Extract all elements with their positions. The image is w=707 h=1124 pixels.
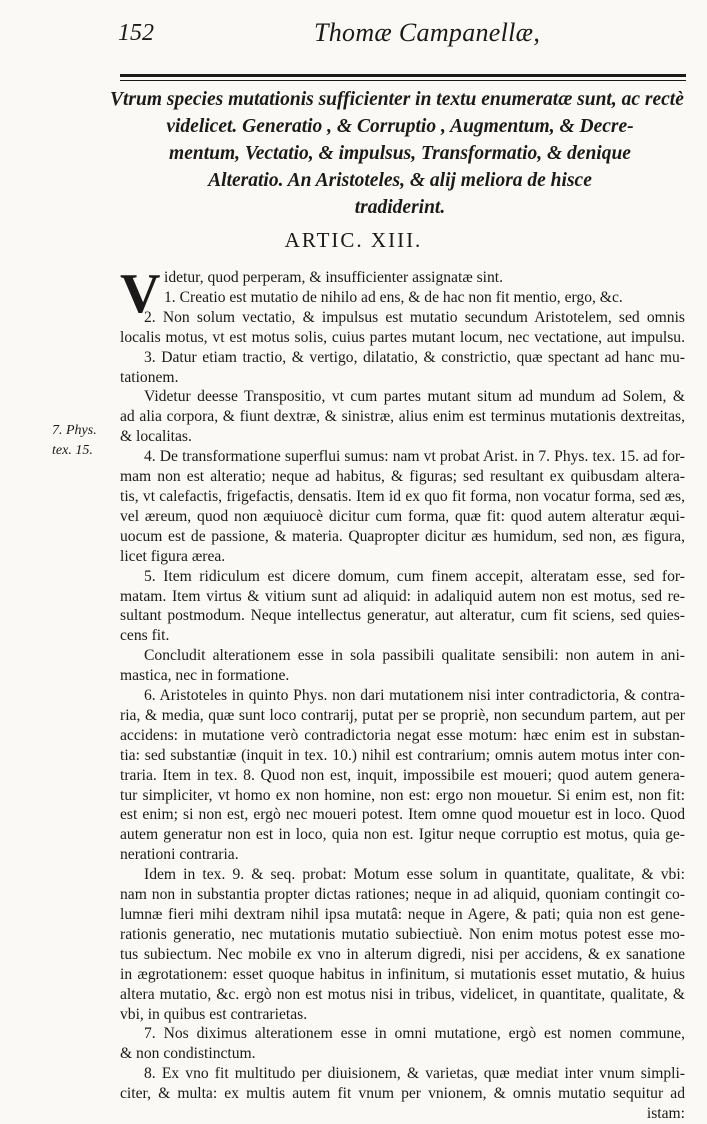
text-line: & localitas. <box>120 428 192 446</box>
body-text <box>120 263 685 1124</box>
drop-cap: V <box>120 263 161 325</box>
text-line: tis, vt calefactis, frigefactis, densatis. Item id ex quo fit forma, non vocatur forma, sed æs, <box>120 487 685 505</box>
running-head: Thomæ Campanellæ, <box>314 18 541 47</box>
text-line: vel æreum, quod non æquiuocè dicitur cum forma, quæ fit: quod autem alteratur æqui- <box>120 507 685 525</box>
text-line: est enim; si non est, ergò nec moueri potest. Item omne quod mouetur est in loco. Quod <box>120 806 685 824</box>
page-header <box>118 12 688 54</box>
text-line: matam. Item virtus & vitium sunt ad aliquid: in adaliquid autem non est motus, sed re- <box>120 587 685 605</box>
text-line: & non condistinctum. <box>120 1045 256 1063</box>
text-line: Concludit alterationem esse in sola passibili qualitate sensibili: non autem in ani- <box>144 647 685 665</box>
margin-note <box>52 421 97 461</box>
text-line: tia: sed substantiæ (inquit in tex. 10.) nihil est contrarium; omnis autem motus inter con- <box>120 746 685 764</box>
header-rule-thick <box>120 74 686 77</box>
title-line: tradiderint. <box>354 197 446 218</box>
article-title <box>110 86 690 221</box>
text-line: altera mutatio, &c. ergò non est motus nisi in tribus, videlicet, in quantitate, qualitate, & <box>120 985 685 1003</box>
text-line: 2. Non solum vectatio, & impulsus est mutatio secundum Aristotelem, sed omnis <box>144 308 685 326</box>
text-line: 8. Ex vno fit multitudo per diuisionem, & varietas, quæ mediat inter vnum simpli- <box>144 1065 685 1083</box>
text-line: lumnæ fieri mihi dextram nihil ipsa mutatâ: neque in Agere, & pati; quia non est gene- <box>120 906 685 923</box>
text-line: 3. Datur etiam tractio, & vertigo, dilatatio, & constrictio, quæ spectant ad hanc mu- <box>144 348 685 366</box>
text-line: rationis generatio, nec mutationis mutatio subiectiuè. Non enim motus potest esse mo- <box>120 925 685 943</box>
text-line: mastica, nec in formatione. <box>120 667 290 685</box>
text-line: mam non est alteratio; neque ad habitus, & figuras; sed resultant ex quibusdam altera- <box>120 468 685 486</box>
text-line: ad alia corpora, & fiunt dextræ, & sinistræ, alius enim est terminus mutationis dextreitas, <box>120 408 685 426</box>
title-line: Vtrum species mutationis sufficienter in textu enumeratæ sunt, ac rectè <box>110 89 684 110</box>
page-number: 152 <box>118 20 154 46</box>
header-rule-thin <box>120 80 686 81</box>
title-line: videlicet. Generatio , & Corruptio , Augmentum, & Decre- <box>166 116 634 137</box>
text-line: uocum est de passione, & materia. Quapropter dicitur æs humidum, sed non, æs figura, <box>120 527 685 545</box>
article-heading: ARTIC. XIII. <box>284 228 423 252</box>
title-line: mentum, Vectatio, & impulsus, Transformatio, & denique <box>169 143 631 164</box>
margin-note-line: 7. Phys. <box>52 423 97 438</box>
text-line: ria, & media, quæ sunt loco contrarij, putat per se propriè, non secundum partem, aut per <box>120 706 685 724</box>
margin-note-line: tex. 15. <box>52 443 93 458</box>
text-line: vbi, in quibus est contrarietas. <box>120 1005 308 1023</box>
text-line: tus subiectum. Nec mobile ex vno in alterum digredi, nisi per accidens, & ex sanatione <box>120 945 685 963</box>
text-line: nam non in substantia propter dictas rationes; neque in ad aliquid, quoniam contingit co- <box>120 886 685 904</box>
text-line: 1. Creatio est mutatio de nihilo ad ens, & de hac non fit mentio, ergo, &c. <box>164 288 623 306</box>
text-line: sultant postmodum. Neque intellectus generatur, aut alteratur, cum fit sciens, sed quies- <box>120 607 685 625</box>
text-line: accidens: in mutatione verò contradictoria negat esse motum: hæc enim est in substan- <box>120 726 685 744</box>
text-line: Videtur deesse Transpositio, vt cum partes mutant situm ad mundum ad Solem, & <box>144 388 685 406</box>
text-line: in ægrotationem: esset quoque habitus in infinitum, si mutationis esset mutatio, & huius <box>120 965 685 983</box>
text-line: 6. Aristoteles in quinto Phys. non dari mutationem nisi inter contradictoria, & contra- <box>144 687 685 705</box>
text-line: autem generatur non est in loco, quia non est. Igitur neque corruptio est motus, quia ge- <box>120 826 685 844</box>
text-line: citer, & multa: ex multis autem fit vnum per vnionem, & omnis mutatio sequitur ad <box>120 1085 685 1103</box>
text-line: 4. De transformatione superflui sumus: nam vt probat Arist. in 7. Phys. tex. 15. ad for- <box>144 448 685 466</box>
text-line: idetur, quod perperam, & insufficienter assignatæ sint. <box>164 269 504 286</box>
text-line: traria. Item in tex. 8. Quod non est, inquit, impossibile est moueri; quod autem genera- <box>120 766 685 784</box>
text-line: istam: <box>646 1105 685 1123</box>
text-line: licet figura ærea. <box>120 547 226 565</box>
title-line: Alteratio. An Aristoteles, & alij meliora de hisce <box>208 170 592 191</box>
text-line: 7. Nos diximus alterationem esse in omni mutatione, ergò est nomen commune, <box>144 1025 685 1043</box>
text-line: tur simpliciter, vt homo ex non homine, non est: ergo non mouetur. Si enim est, non fit: <box>120 786 685 804</box>
text-line: Idem in tex. 9. & seq. probat: Motum esse solum in quantitate, qualitate, & vbi: <box>144 866 685 884</box>
text-line: cens fit. <box>120 627 170 645</box>
text-line: localis motus, vt est motus solis, cuius partes mutant locum, nec vectatione, aut impulsu. <box>120 328 685 346</box>
text-line: tationem. <box>120 368 179 386</box>
text-line: nerationi contraria. <box>120 846 239 864</box>
text-line: 5. Item ridiculum est dicere domum, cum finem accepit, alteratam esse, sed for- <box>144 567 685 585</box>
